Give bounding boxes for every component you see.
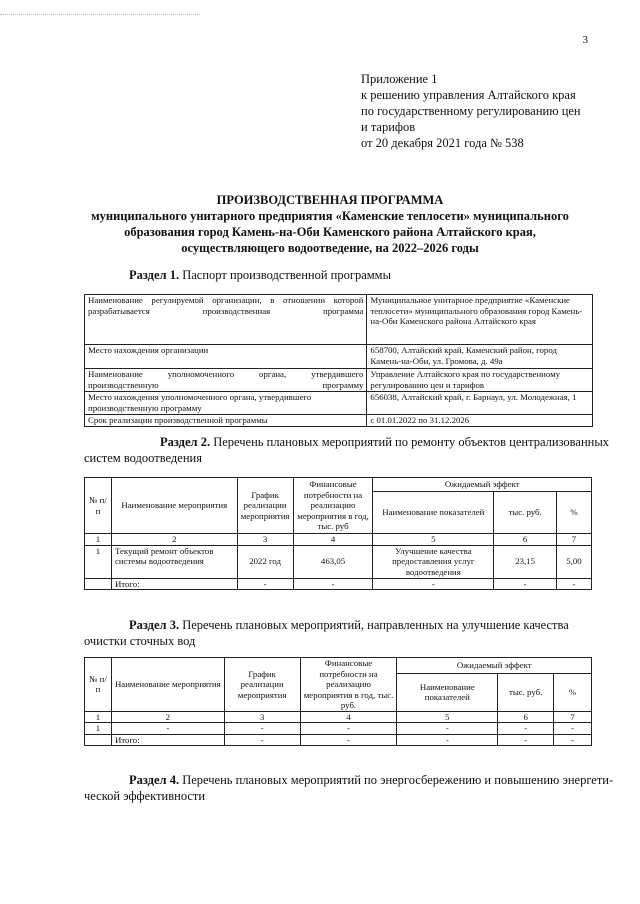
section4-number: Раздел 4. bbox=[129, 773, 180, 787]
section4-heading-cont: ческой эффективности bbox=[84, 789, 206, 803]
repairs-table bbox=[84, 477, 592, 590]
header-name: Наименование мероприятия bbox=[111, 478, 237, 534]
cell-rub: - bbox=[498, 723, 554, 735]
section3-heading-cont: очистки сточных вод bbox=[84, 634, 196, 648]
table-row bbox=[85, 392, 593, 415]
appendix-block bbox=[361, 71, 581, 151]
cell-finance: 463,05 bbox=[293, 545, 373, 578]
section2-heading bbox=[160, 434, 609, 450]
passport-key: Место нахождения уполномоченного органа, утвердившего производственную программу bbox=[85, 392, 367, 415]
cell-total: - bbox=[237, 578, 293, 590]
cell-total: - bbox=[373, 578, 494, 590]
section4-heading bbox=[129, 772, 613, 788]
page-number: 3 bbox=[582, 34, 588, 46]
header-num: № п/п bbox=[85, 658, 112, 712]
column-number-row bbox=[85, 711, 592, 723]
table-header-row bbox=[85, 658, 592, 674]
col-num: 5 bbox=[397, 711, 498, 723]
col-num: 1 bbox=[85, 711, 112, 723]
passport-value: 658700, Алтайский край, Каменский район, город Камень-на-Оби, ул. Громова, д. 49а bbox=[367, 345, 593, 369]
col-num: 3 bbox=[237, 534, 293, 546]
appendix-line: от 20 декабря 2021 года № 538 bbox=[361, 136, 524, 150]
passport-table bbox=[84, 294, 593, 427]
cell-indicator: Улучшение качества предоставления услуг водоотведения bbox=[373, 545, 494, 578]
cell-num: 1 bbox=[85, 723, 112, 735]
cell-total: - bbox=[224, 734, 300, 746]
section1-heading bbox=[129, 267, 391, 283]
cell-total: - bbox=[397, 734, 498, 746]
cell-total: - bbox=[293, 578, 373, 590]
appendix-line: по государственному регулированию цен bbox=[361, 104, 581, 118]
appendix-line: к решению управления Алтайского края bbox=[361, 88, 576, 102]
header-num: № п/п bbox=[85, 478, 112, 534]
title-line: муниципального унитарного предприятия «Каменские теплосети» муниципального bbox=[91, 209, 569, 223]
col-num: 6 bbox=[498, 711, 554, 723]
cell-total: - bbox=[554, 734, 592, 746]
header-indicator: Наименование показателей bbox=[397, 674, 498, 711]
col-num: 5 bbox=[373, 534, 494, 546]
table-row bbox=[85, 369, 593, 392]
header-finance: Финансовые потребности на реализацию мероприятия в год, тыс. руб bbox=[293, 478, 373, 534]
cell-total: - bbox=[300, 734, 397, 746]
table-row bbox=[85, 723, 592, 735]
cell-total: - bbox=[498, 734, 554, 746]
passport-value: 656038, Алтайский край, г. Барнаул, ул. Молодежная, 1 bbox=[367, 392, 593, 415]
top-divider bbox=[0, 14, 200, 15]
cell-finance: - bbox=[300, 723, 397, 735]
wastewater-table bbox=[84, 657, 592, 746]
header-indicator: Наименование показателей bbox=[373, 492, 494, 534]
section2-number: Раздел 2. bbox=[160, 435, 211, 449]
section2-title: Перечень плановых мероприятий по ремонту объектов централизованных bbox=[210, 435, 609, 449]
col-num: 1 bbox=[85, 534, 112, 546]
cell-pct: 5,00 bbox=[557, 545, 592, 578]
header-schedule: График реализации мероприятия bbox=[224, 658, 300, 712]
header-rub: тыс. руб. bbox=[498, 674, 554, 711]
section4-title: Перечень плановых мероприятий по энергосбережению и повышению энергети- bbox=[179, 773, 614, 787]
header-effect: Ожидаемый эффект bbox=[397, 658, 592, 674]
col-num: 2 bbox=[111, 711, 224, 723]
cell-empty bbox=[85, 578, 112, 590]
table-row bbox=[85, 345, 593, 369]
title-line: образования город Камень-на-Оби Каменского района Алтайского края, bbox=[124, 225, 536, 239]
total-label: Итого: bbox=[111, 578, 237, 590]
header-pct: % bbox=[554, 674, 592, 711]
cell-num: 1 bbox=[85, 545, 112, 578]
header-finance: Финансовые потребности на реализацию мероприятия в год, тыс. руб. bbox=[300, 658, 397, 712]
cell-name: - bbox=[111, 723, 224, 735]
passport-value: Управление Алтайского края по государственному регулированию цен и тарифов bbox=[367, 369, 593, 392]
cell-total: - bbox=[494, 578, 557, 590]
section2-heading-cont: систем водоотведения bbox=[84, 451, 202, 465]
title-line: осуществляющего водоотведение, на 2022–2026 годы bbox=[181, 241, 479, 255]
table-row bbox=[85, 295, 593, 345]
cell-name: Текущий ремонт объектов системы водоотведения bbox=[111, 545, 237, 578]
document-title bbox=[40, 192, 620, 256]
section3-heading bbox=[129, 617, 569, 633]
section1-number: Раздел 1. bbox=[129, 268, 180, 282]
cell-empty bbox=[85, 734, 112, 746]
header-effect: Ожидаемый эффект bbox=[373, 478, 592, 492]
section1-title: Паспорт производственной программы bbox=[179, 268, 391, 282]
title-line: ПРОИЗВОДСТВЕННАЯ ПРОГРАММА bbox=[216, 193, 444, 207]
header-name: Наименование мероприятия bbox=[111, 658, 224, 712]
cell-indicator: - bbox=[397, 723, 498, 735]
cell-rub: 23,15 bbox=[494, 545, 557, 578]
header-rub: тыс. руб. bbox=[494, 492, 557, 534]
passport-value: с 01.01.2022 по 31.12.2026 bbox=[367, 415, 593, 427]
header-pct: % bbox=[557, 492, 592, 534]
table-total-row bbox=[85, 578, 592, 590]
passport-key: Наименование уполномоченного органа, утвердившего производственную программу bbox=[85, 369, 367, 392]
cell-total: - bbox=[557, 578, 592, 590]
col-num: 6 bbox=[494, 534, 557, 546]
cell-schedule: 2022 год bbox=[237, 545, 293, 578]
col-num: 2 bbox=[111, 534, 237, 546]
passport-key: Срок реализации производственной программы bbox=[85, 415, 367, 427]
cell-schedule: - bbox=[224, 723, 300, 735]
section3-title: Перечень плановых мероприятий, направленных на улучшение качества bbox=[179, 618, 569, 632]
section3-number: Раздел 3. bbox=[129, 618, 180, 632]
col-num: 4 bbox=[300, 711, 397, 723]
passport-key: Место нахождения организации bbox=[85, 345, 367, 369]
col-num: 4 bbox=[293, 534, 373, 546]
header-schedule: График реализации мероприятия bbox=[237, 478, 293, 534]
column-number-row bbox=[85, 534, 592, 546]
appendix-line: и тарифов bbox=[361, 120, 416, 134]
passport-value: Муниципальное унитарное предприятие «Каменские теплосети» муниципального образования город Камень-на-Оби Каменского района Алтайского края bbox=[367, 295, 593, 345]
table-row bbox=[85, 545, 592, 578]
passport-key: Наименование регулируемой организации, в отношении которой разрабатывается производственная программа bbox=[85, 295, 367, 345]
col-num: 3 bbox=[224, 711, 300, 723]
appendix-line: Приложение 1 bbox=[361, 72, 438, 86]
table-row bbox=[85, 415, 593, 427]
col-num: 7 bbox=[557, 534, 592, 546]
col-num: 7 bbox=[554, 711, 592, 723]
table-header-row bbox=[85, 478, 592, 492]
total-label: Итого: bbox=[111, 734, 224, 746]
table-total-row bbox=[85, 734, 592, 746]
cell-pct: - bbox=[554, 723, 592, 735]
